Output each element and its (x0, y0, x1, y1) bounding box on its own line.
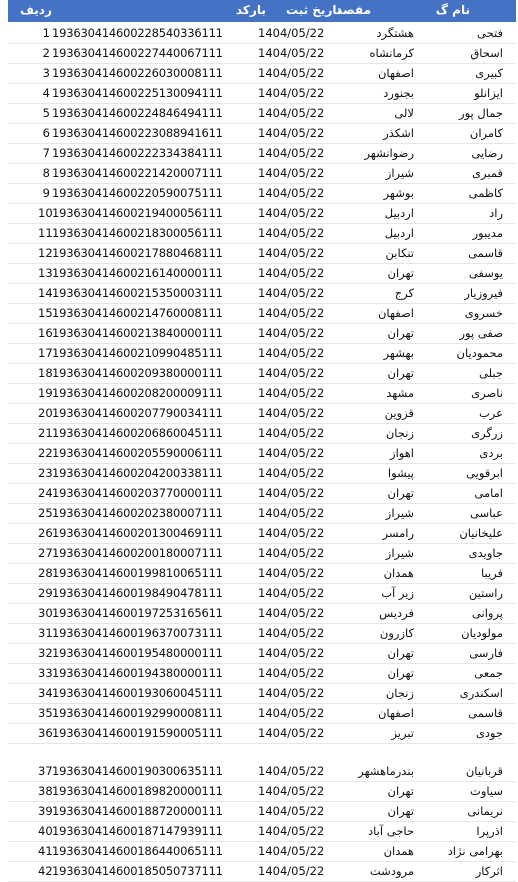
header-name: نام گ (435, 3, 470, 17)
row-destination: اردبیل (384, 206, 414, 220)
row-index: 28 (38, 566, 53, 580)
table-row (8, 144, 516, 164)
row-name: اذرپرا (476, 824, 503, 838)
table-row (8, 644, 516, 664)
row-name: مولودیان (461, 626, 503, 640)
row-barcode: 193630414600200180007111 (52, 546, 223, 560)
row-date: 1404/05/22 (258, 346, 325, 360)
row-destination: همدان (383, 844, 414, 858)
row-barcode: 193630414600210990485111 (52, 346, 223, 360)
row-barcode: 193630414600216140000111 (52, 266, 223, 280)
row-barcode: 193630414600209380000111 (52, 366, 223, 380)
row-index: 9 (42, 186, 50, 200)
table-row (8, 862, 516, 882)
row-destination: تبریز (391, 726, 414, 740)
row-barcode: 193630414600215350003111 (52, 286, 223, 300)
row-date: 1404/05/22 (258, 844, 325, 858)
row-destination: قزوین (384, 406, 414, 420)
row-date: 1404/05/22 (258, 86, 325, 100)
table-row (8, 484, 516, 504)
row-date: 1404/05/22 (258, 586, 325, 600)
row-date: 1404/05/22 (258, 226, 325, 240)
row-index: 37 (38, 764, 53, 778)
row-destination: اهواز (390, 446, 414, 460)
row-destination: کازرون (379, 626, 414, 640)
row-barcode: 193630414600225130094111 (52, 86, 223, 100)
row-destination: تهران (387, 666, 414, 680)
row-index: 14 (38, 286, 53, 300)
row-date: 1404/05/22 (258, 46, 325, 60)
row-index: 34 (38, 686, 53, 700)
row-index: 16 (38, 326, 53, 340)
table-row (8, 544, 516, 564)
row-name: اسکندری (459, 686, 503, 700)
row-index: 31 (38, 626, 53, 640)
row-name: فارسی (469, 646, 503, 660)
row-date: 1404/05/22 (258, 726, 325, 740)
row-destination: زیر آب (381, 586, 414, 600)
table-row (8, 324, 516, 344)
row-barcode: 193630414600186440065111 (52, 844, 223, 858)
table-row (8, 264, 516, 284)
row-destination: مشهد (386, 386, 414, 400)
table-row (8, 364, 516, 384)
row-name: فریبا (480, 566, 503, 580)
row-date: 1404/05/22 (258, 526, 325, 540)
row-name: پروانی (471, 606, 503, 620)
row-date: 1404/05/22 (258, 506, 325, 520)
row-name: ایزانلو (474, 86, 503, 100)
row-date: 1404/05/22 (258, 166, 325, 180)
row-barcode: 193630414600213840000111 (52, 326, 223, 340)
row-name: اثرکار (475, 864, 503, 878)
row-date: 1404/05/22 (258, 426, 325, 440)
row-index: 39 (38, 804, 53, 818)
header-barcode: بارکد (236, 3, 266, 17)
row-destination: شیراز (385, 506, 414, 520)
row-name: سیاوت (470, 784, 503, 798)
table-row (8, 84, 516, 104)
row-date: 1404/05/22 (258, 446, 325, 460)
row-date: 1404/05/22 (258, 126, 325, 140)
row-barcode: 193630414600191590005111 (52, 726, 223, 740)
table-row (8, 304, 516, 324)
row-destination: اصفهان (377, 306, 414, 320)
row-destination: بجنورد (383, 86, 414, 100)
table-body (8, 24, 516, 882)
row-date: 1404/05/22 (258, 206, 325, 220)
row-barcode: 193630414600197253165611 (52, 606, 223, 620)
row-name: جمال پور (459, 106, 503, 120)
row-date: 1404/05/22 (258, 286, 325, 300)
table-row (8, 564, 516, 584)
row-date: 1404/05/22 (258, 366, 325, 380)
table-row (8, 704, 516, 724)
row-name: قاسمی (468, 706, 503, 720)
table-row (8, 464, 516, 484)
row-destination: رضوانشهر (364, 146, 414, 160)
row-destination: تهران (387, 326, 414, 340)
row-index: 27 (38, 546, 53, 560)
row-index: 29 (38, 586, 53, 600)
row-name: قاسمی (468, 246, 503, 260)
table-row (8, 384, 516, 404)
row-barcode: 193630414600207790034111 (52, 406, 223, 420)
row-destination: تهران (387, 266, 414, 280)
table-row (8, 684, 516, 704)
table-row (8, 244, 516, 264)
row-date: 1404/05/22 (258, 266, 325, 280)
row-index: 11 (38, 226, 53, 240)
row-name: راد (489, 206, 503, 220)
row-name: جمعی (474, 666, 503, 680)
table-row (8, 724, 516, 744)
row-index: 5 (42, 106, 50, 120)
row-barcode: 193630414600196370073111 (52, 626, 223, 640)
row-barcode: 193630414600185050737111 (52, 864, 223, 878)
table-row (8, 444, 516, 464)
row-name: راستین (468, 586, 503, 600)
row-destination: بهشهر (383, 346, 414, 360)
row-barcode: 193630414600194380000111 (52, 666, 223, 680)
row-name: بردی (479, 446, 503, 460)
row-name: جاویدی (468, 546, 503, 560)
table-row (8, 24, 516, 44)
row-barcode: 193630414600188720000111 (52, 804, 223, 818)
row-barcode: 193630414600226030008111 (52, 66, 223, 80)
row-destination: تنکابن (385, 246, 414, 260)
row-barcode: 193630414600220590075111 (52, 186, 223, 200)
row-barcode: 193630414600193060045111 (52, 686, 223, 700)
row-date: 1404/05/22 (258, 864, 325, 878)
row-date: 1404/05/22 (258, 186, 325, 200)
row-date: 1404/05/22 (258, 824, 325, 838)
row-date: 1404/05/22 (258, 686, 325, 700)
row-destination: تهران (387, 366, 414, 380)
row-index: 21 (38, 426, 53, 440)
header-destination: مقصد (336, 3, 371, 17)
row-index: 42 (38, 864, 53, 878)
row-barcode: 193630414600199810065111 (52, 566, 223, 580)
row-name: علیخانیان (459, 526, 503, 540)
row-barcode: 193630414600224846494111 (52, 106, 223, 120)
table-row (8, 204, 516, 224)
row-index: 25 (38, 506, 53, 520)
row-date: 1404/05/22 (258, 606, 325, 620)
row-destination: فردیس (379, 606, 414, 620)
row-destination: مرودشت (369, 864, 414, 878)
row-barcode: 193630414600227440067111 (52, 46, 223, 60)
table-row (8, 782, 516, 802)
row-barcode: 193630414600218300056111 (52, 226, 223, 240)
row-date: 1404/05/22 (258, 486, 325, 500)
table-row (8, 124, 516, 144)
row-destination: کرمانشاه (369, 46, 414, 60)
row-name: نریمانی (467, 804, 503, 818)
row-index: 26 (38, 526, 53, 540)
row-barcode: 193630414600223088941611 (52, 126, 223, 140)
row-date: 1404/05/22 (258, 466, 325, 480)
table-row (8, 842, 516, 862)
row-index: 38 (38, 784, 53, 798)
row-date: 1404/05/22 (258, 566, 325, 580)
row-name: اسحاق (470, 46, 503, 60)
row-barcode: 193630414600192990008111 (52, 706, 223, 720)
row-name: محمودیان (456, 346, 503, 360)
table-row (8, 424, 516, 444)
table-row (8, 404, 516, 424)
row-name: قمبری (472, 166, 503, 180)
row-barcode: 193630414600198490478111 (52, 586, 223, 600)
row-barcode: 193630414600187147939111 (52, 824, 223, 838)
row-barcode: 193630414600205590006111 (52, 446, 223, 460)
row-index: 15 (38, 306, 53, 320)
row-name: رضایی (471, 146, 503, 160)
row-barcode: 193630414600204200338111 (52, 466, 223, 480)
row-destination: لالی (394, 106, 414, 120)
row-index: 35 (38, 706, 53, 720)
row-index: 2 (42, 46, 50, 60)
row-name: کاظمی (468, 186, 503, 200)
table-row (8, 164, 516, 184)
row-destination: حاجی آباد (368, 824, 414, 838)
row-destination: هشتگرد (376, 26, 414, 40)
table-row (8, 604, 516, 624)
row-destination: بندرماهشهر (358, 764, 414, 778)
table-row (8, 624, 516, 644)
row-name: جبلی (479, 366, 503, 380)
row-barcode: 193630414600202380007111 (52, 506, 223, 520)
row-index: 22 (38, 446, 53, 460)
row-destination: تهران (387, 486, 414, 500)
row-date: 1404/05/22 (258, 706, 325, 720)
row-name: عرب (478, 406, 503, 420)
row-date: 1404/05/22 (258, 666, 325, 680)
row-name: یوسفی (468, 266, 503, 280)
row-destination: تهران (387, 804, 414, 818)
row-index: 12 (38, 246, 53, 260)
row-destination: شیراز (385, 546, 414, 560)
row-name: ناصری (471, 386, 503, 400)
table-row (8, 524, 516, 544)
row-destination: اشکذر (383, 126, 414, 140)
row-destination: بوشهر (383, 186, 414, 200)
row-name: قربانیان (465, 764, 503, 778)
row-destination: اصفهان (377, 706, 414, 720)
header-radif: ردیف (20, 3, 52, 17)
row-name: امامی (474, 486, 503, 500)
table-row (8, 344, 516, 364)
row-name: کامران (469, 126, 503, 140)
table-row (8, 802, 516, 822)
row-index: 6 (42, 126, 50, 140)
row-index: 41 (38, 844, 53, 858)
row-index: 13 (38, 266, 53, 280)
row-date: 1404/05/22 (258, 386, 325, 400)
row-index: 17 (38, 346, 53, 360)
table-row (8, 44, 516, 64)
row-date: 1404/05/22 (258, 66, 325, 80)
row-barcode: 193630414600206860045111 (52, 426, 223, 440)
header-date: تاریخ ثبت (286, 3, 342, 17)
row-index: 8 (42, 166, 50, 180)
row-date: 1404/05/22 (258, 646, 325, 660)
row-index: 18 (38, 366, 53, 380)
row-date: 1404/05/22 (258, 406, 325, 420)
row-destination: اصفهان (377, 66, 414, 80)
table-row (8, 64, 516, 84)
row-barcode: 193630414600195480000111 (52, 646, 223, 660)
row-name: مدیبور (472, 226, 503, 240)
row-index: 19 (38, 386, 53, 400)
table-row (8, 762, 516, 782)
row-date: 1404/05/22 (258, 326, 325, 340)
row-barcode: 193630414600214760008111 (52, 306, 223, 320)
row-name: صفی پور (459, 326, 503, 340)
row-destination: تهران (387, 784, 414, 798)
row-barcode: 193630414600201300469111 (52, 526, 223, 540)
row-barcode: 193630414600217880468111 (52, 246, 223, 260)
row-date: 1404/05/22 (258, 306, 325, 320)
row-index: 30 (38, 606, 53, 620)
table-header (8, 0, 516, 22)
row-index: 24 (38, 486, 53, 500)
row-destination: زنجان (385, 686, 414, 700)
row-destination: شیراز (385, 166, 414, 180)
row-name: زرگری (471, 426, 503, 440)
row-destination: همدان (383, 566, 414, 580)
row-name: خسروی (464, 306, 503, 320)
row-date: 1404/05/22 (258, 106, 325, 120)
row-destination: زنجان (385, 426, 414, 440)
row-index: 7 (42, 146, 50, 160)
row-date: 1404/05/22 (258, 784, 325, 798)
row-index: 20 (38, 406, 53, 420)
row-name: جودی (475, 726, 503, 740)
row-name: فتحی (477, 26, 503, 40)
table-row (8, 584, 516, 604)
table-row (8, 664, 516, 684)
row-destination: رامسر (382, 526, 414, 540)
row-barcode: 193630414600221420007111 (52, 166, 223, 180)
row-index: 4 (42, 86, 50, 100)
row-index: 36 (38, 726, 53, 740)
table-row (8, 104, 516, 124)
row-barcode: 193630414600189820000111 (52, 784, 223, 798)
row-barcode: 193630414600222334384111 (52, 146, 223, 160)
table-row (8, 504, 516, 524)
row-index: 3 (42, 66, 50, 80)
row-destination: پیشوا (387, 466, 414, 480)
row-barcode: 193630414600208200009111 (52, 386, 223, 400)
table-row (8, 284, 516, 304)
table-row (8, 224, 516, 244)
row-date: 1404/05/22 (258, 26, 325, 40)
row-index: 40 (38, 824, 53, 838)
row-destination: کرج (394, 286, 414, 300)
row-date: 1404/05/22 (258, 546, 325, 560)
row-index: 1 (42, 26, 50, 40)
table-row (8, 184, 516, 204)
row-date: 1404/05/22 (258, 764, 325, 778)
row-name: ابرقویی (466, 466, 503, 480)
row-name: فیروزیار (464, 286, 503, 300)
row-date: 1404/05/22 (258, 146, 325, 160)
row-index: 23 (38, 466, 53, 480)
row-name: کبیری (475, 66, 503, 80)
row-destination: تهران (387, 646, 414, 660)
row-date: 1404/05/22 (258, 626, 325, 640)
table-row (8, 822, 516, 842)
row-name: بهرامی نژاد (447, 844, 503, 858)
row-barcode: 193630414600190300635111 (52, 764, 223, 778)
row-index: 32 (38, 646, 53, 660)
row-barcode: 193630414600219400056111 (52, 206, 223, 220)
row-barcode: 193630414600228540336111 (52, 26, 223, 40)
row-index: 33 (38, 666, 53, 680)
row-destination: اردبیل (384, 226, 414, 240)
row-barcode: 193630414600203770000111 (52, 486, 223, 500)
row-date: 1404/05/22 (258, 804, 325, 818)
row-date: 1404/05/22 (258, 246, 325, 260)
row-index: 10 (38, 206, 53, 220)
row-name: عباسی (469, 506, 503, 520)
